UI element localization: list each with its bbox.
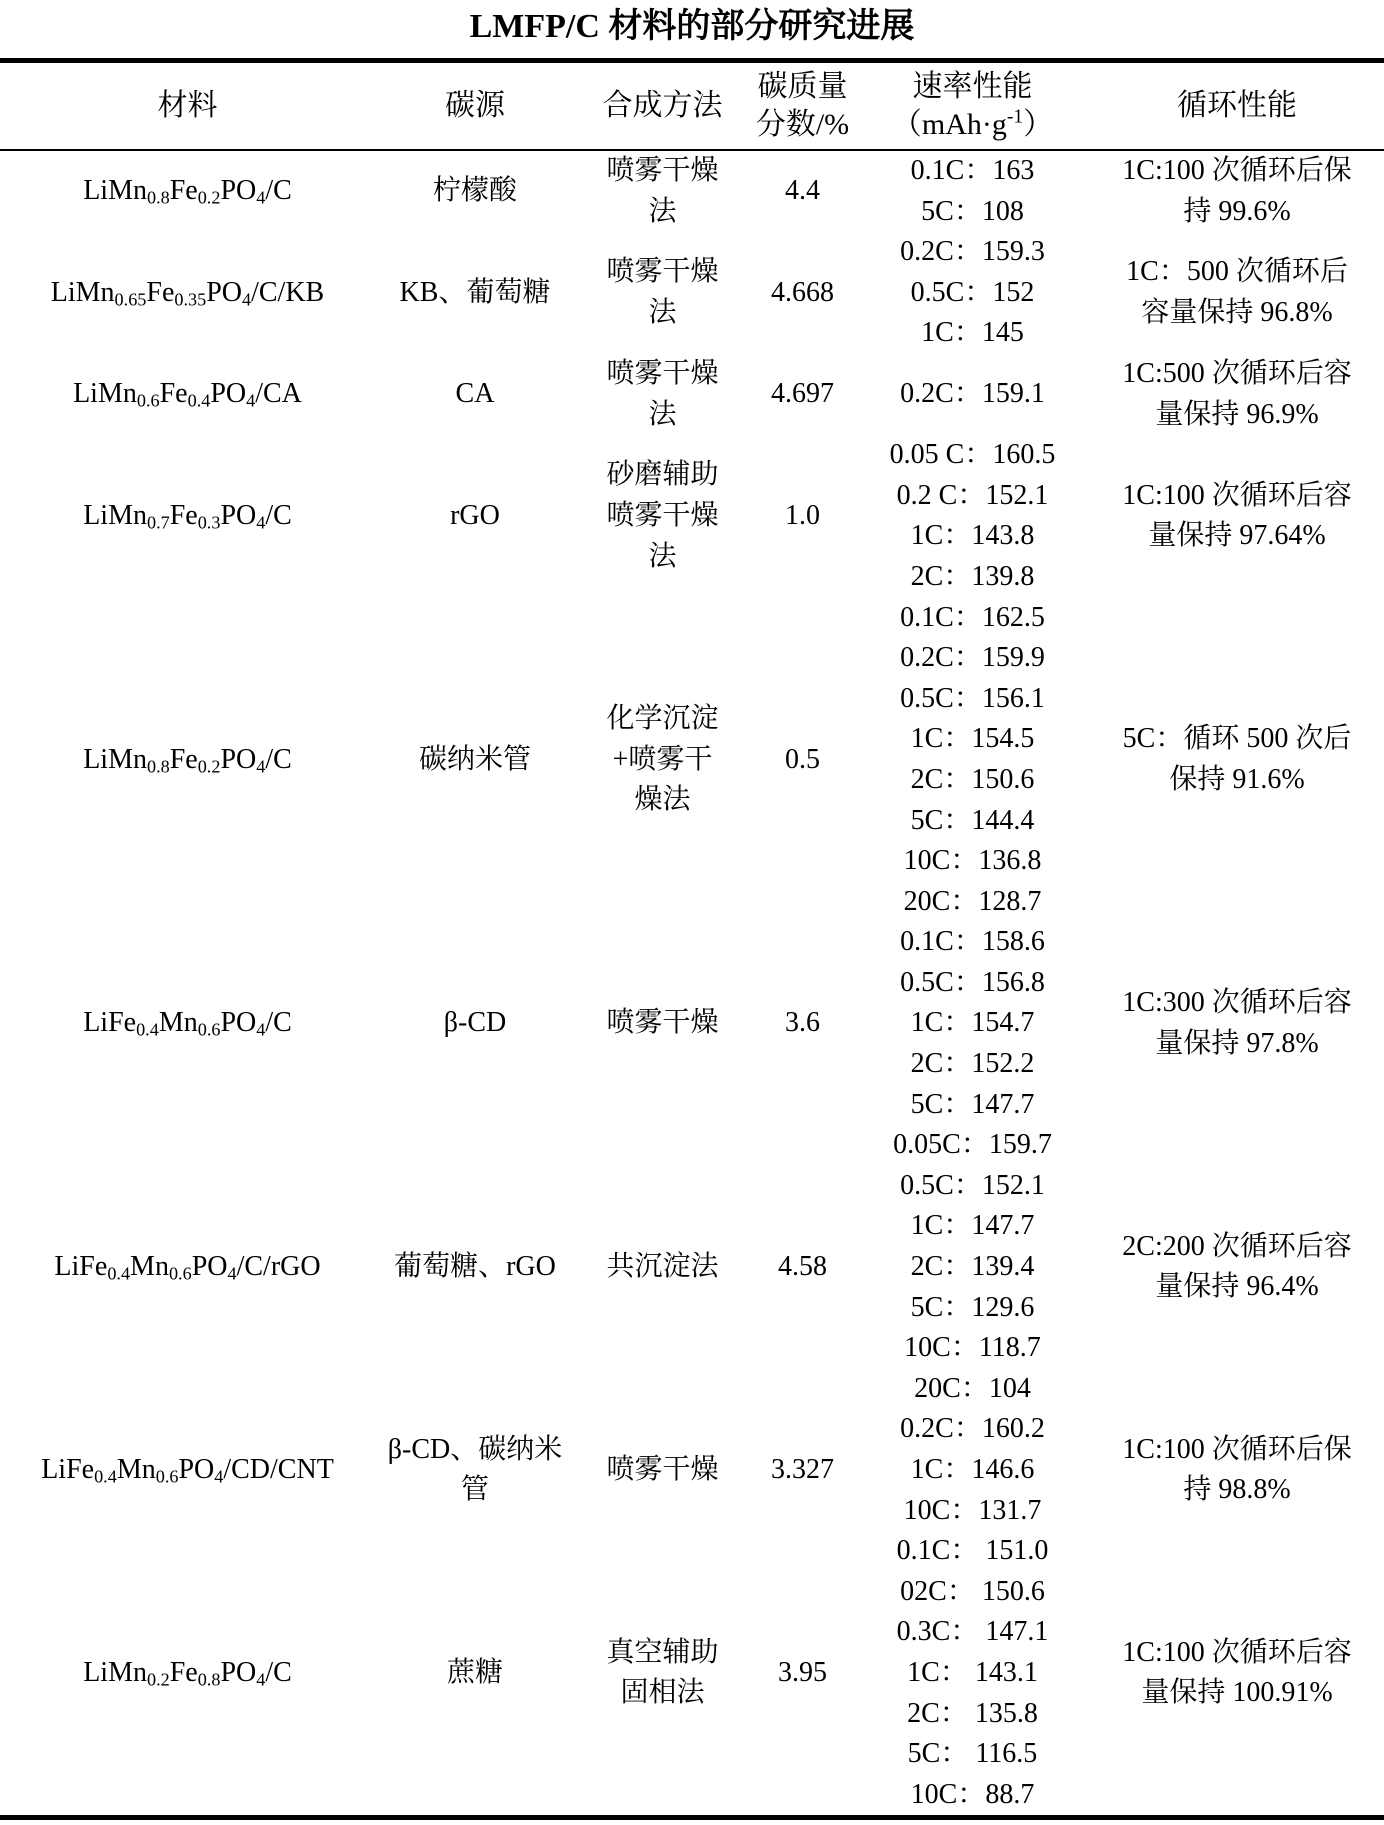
cell-method-line: 喷雾干燥 bbox=[606, 155, 719, 186]
cell-carbon-source bbox=[375, 1531, 575, 1818]
formula-subscript: 0.2 bbox=[197, 187, 221, 208]
cell-rate-line: 0.2C：159.9 bbox=[900, 642, 1045, 674]
header-carbon-fraction-line: 分数/% bbox=[755, 108, 850, 141]
formula-subscript: 0.8 bbox=[197, 1669, 221, 1690]
cell-rate-line: 10C：131.7 bbox=[903, 1494, 1042, 1526]
cell-cycle bbox=[1090, 1409, 1384, 1531]
formula-subscript: 0.4 bbox=[136, 1020, 159, 1041]
cell-rate-line: 0.5C：152.1 bbox=[900, 1169, 1045, 1201]
cell-cycle-line: 1C：500 次循环后 bbox=[1126, 256, 1348, 288]
cell-method-line: 真空辅助 bbox=[606, 1636, 719, 1668]
formula-subscript: 0.65 bbox=[114, 289, 147, 310]
cell-rate-line: 2C：139.8 bbox=[910, 560, 1035, 592]
cell-carbon-source bbox=[375, 1409, 575, 1531]
formula-part: PO bbox=[220, 175, 257, 207]
cell-method-line: 砂磨辅助 bbox=[606, 459, 719, 491]
formula-part: PO bbox=[191, 1251, 228, 1283]
cell-rate-line: 0.1C： 151.0 bbox=[896, 1535, 1049, 1567]
formula-subscript: 0.6 bbox=[168, 1263, 192, 1284]
cell-rate bbox=[855, 1409, 1090, 1531]
header-rate-unit-exp: -1 bbox=[1006, 106, 1024, 128]
formula-part: PO bbox=[210, 378, 247, 410]
cell-method-line: 喷雾干燥 bbox=[606, 500, 719, 532]
cell-carbon-source bbox=[375, 435, 575, 597]
cell-method bbox=[575, 232, 750, 354]
formula-subscript: 0.8 bbox=[146, 756, 170, 777]
formula-part: LiMn bbox=[83, 175, 147, 207]
formula-part: /C/KB bbox=[251, 276, 325, 308]
cell-rate-line: 10C：88.7 bbox=[910, 1778, 1035, 1810]
formula-subscript: 0.6 bbox=[136, 390, 160, 411]
cell-rate-line: 5C： 116.5 bbox=[907, 1738, 1038, 1770]
formula-part: PO bbox=[178, 1454, 215, 1485]
cell-material bbox=[0, 232, 375, 354]
cell-rate bbox=[855, 598, 1090, 923]
table-row bbox=[0, 922, 1384, 1125]
cell-carbon-fraction: 3.327 bbox=[771, 1454, 834, 1485]
formula-part: /C bbox=[265, 500, 292, 532]
cell-carbon-source-line: rGO bbox=[450, 500, 500, 532]
formula-part: PO bbox=[206, 276, 242, 308]
cell-cycle bbox=[1090, 150, 1384, 232]
formula-subscript: 4 bbox=[246, 390, 256, 411]
cell-carbon-fraction: 1.0 bbox=[785, 500, 820, 532]
cell-cycle-line: 1C:100 次循环后容 bbox=[1122, 479, 1352, 511]
cell-rate-line: 1C：147.7 bbox=[910, 1210, 1035, 1242]
header-carbon-fraction-line: 碳质量 bbox=[757, 70, 848, 103]
cell-rate-line: 0.2C：160.2 bbox=[900, 1413, 1045, 1445]
header-rate bbox=[855, 61, 1090, 151]
formula-subscript: 0.2 bbox=[146, 1669, 170, 1690]
cell-carbon-source bbox=[375, 922, 575, 1125]
cell-carbon-source bbox=[375, 598, 575, 923]
cell-material bbox=[0, 1409, 375, 1531]
header-carbon-source: 碳源 bbox=[445, 89, 505, 122]
formula-part: Mn bbox=[158, 1007, 198, 1039]
cell-cycle bbox=[1090, 354, 1384, 435]
formula-subscript: 0.35 bbox=[174, 289, 207, 310]
formula-part: LiMn bbox=[83, 1656, 147, 1688]
cell-rate-line: 2C：150.6 bbox=[910, 763, 1035, 795]
cell-carbon-source-line: 管 bbox=[460, 1474, 489, 1506]
header-rate-unit bbox=[855, 106, 1090, 144]
formula-part: Fe bbox=[169, 175, 198, 207]
formula-part: Fe bbox=[169, 500, 198, 532]
cell-method-line: 燥法 bbox=[634, 784, 691, 816]
cell-rate-line: 0.1C：162.5 bbox=[900, 601, 1045, 633]
cell-carbon-source-line: 柠檬酸 bbox=[432, 175, 517, 207]
formula-part: PO bbox=[220, 500, 257, 532]
cell-carbon-fraction: 4.697 bbox=[771, 378, 834, 410]
formula-part: PO bbox=[220, 1007, 257, 1039]
research-progress-table bbox=[0, 58, 1384, 1820]
cell-rate-line: 1C：145 bbox=[921, 317, 1024, 349]
cell-rate-line: 2C：152.2 bbox=[910, 1048, 1035, 1080]
table-row bbox=[0, 1409, 1384, 1531]
cell-rate bbox=[855, 354, 1090, 435]
cell-rate-line: 10C：136.8 bbox=[903, 845, 1042, 877]
header-rate-line: 速率性能 bbox=[912, 70, 1033, 103]
cell-method bbox=[575, 435, 750, 597]
cell-carbon-source-line: CA bbox=[455, 378, 495, 410]
cell-rate bbox=[855, 150, 1090, 232]
cell-carbon-source bbox=[375, 150, 575, 232]
cell-rate-line: 20C：128.7 bbox=[903, 885, 1042, 917]
cell-rate-line: 0.05 C：160.5 bbox=[889, 439, 1056, 471]
cell-rate-line: 0.2C：159.1 bbox=[900, 378, 1045, 410]
cell-cycle-line: 量保持 97.64% bbox=[1148, 520, 1326, 552]
cell-carbon-fraction: 4.58 bbox=[778, 1251, 827, 1283]
cell-cycle-line: 容量保持 96.8% bbox=[1141, 297, 1333, 329]
formula-part: Fe bbox=[169, 1656, 198, 1688]
formula-subscript: 4 bbox=[256, 1669, 266, 1690]
cell-method-line: 喷雾干燥 bbox=[606, 1007, 719, 1039]
cell-rate-line: 10C：118.7 bbox=[904, 1332, 1041, 1364]
cell-rate-line: 0.5C：156.8 bbox=[900, 966, 1045, 998]
cell-method-line: 法 bbox=[648, 297, 677, 329]
cell-method bbox=[575, 150, 750, 232]
cell-method-line: 固相法 bbox=[620, 1677, 705, 1709]
cell-carbon-fraction: 4.4 bbox=[785, 175, 820, 207]
cell-cycle bbox=[1090, 232, 1384, 354]
cell-cycle-line: 保持 91.6% bbox=[1169, 763, 1305, 795]
cell-rate-line: 5C：144.4 bbox=[910, 804, 1035, 836]
cell-method-line: 喷雾干燥 bbox=[606, 1454, 719, 1485]
formula-subscript: 0.6 bbox=[155, 1466, 179, 1487]
cell-method-line: 共沉淀法 bbox=[606, 1251, 719, 1283]
table-header-row bbox=[0, 61, 1384, 151]
cell-rate bbox=[855, 922, 1090, 1125]
cell-cycle-line: 量保持 100.91% bbox=[1141, 1677, 1333, 1709]
formula-subscript: 0.6 bbox=[197, 1020, 221, 1041]
cell-cycle-line: 量保持 96.4% bbox=[1155, 1271, 1319, 1303]
cell-carbon-fraction: 3.95 bbox=[778, 1656, 827, 1688]
header-carbon-fraction bbox=[750, 61, 855, 151]
cell-carbon-source-line: 蔗糖 bbox=[446, 1656, 503, 1688]
table-row bbox=[0, 598, 1384, 923]
formula-subscript: 0.4 bbox=[94, 1466, 117, 1487]
formula-subscript: 4 bbox=[242, 289, 252, 310]
formula-part: Fe bbox=[159, 378, 188, 410]
cell-cycle-line: 2C:200 次循环后容 bbox=[1122, 1230, 1352, 1262]
cell-cycle bbox=[1090, 598, 1384, 923]
cell-rate-line: 0.1C：158.6 bbox=[900, 926, 1045, 958]
cell-carbon-fraction: 4.668 bbox=[771, 276, 834, 308]
cell-rate-line: 0.2 C：152.1 bbox=[896, 479, 1049, 511]
cell-rate-line: 02C： 150.6 bbox=[900, 1575, 1045, 1607]
header-material: 材料 bbox=[157, 89, 218, 122]
cell-method bbox=[575, 1125, 750, 1409]
cell-cycle bbox=[1090, 1125, 1384, 1409]
header-rate-unit-base: （mAh·g bbox=[891, 108, 1007, 141]
table-row bbox=[0, 1531, 1384, 1818]
cell-material bbox=[0, 922, 375, 1125]
formula-part: LiMn bbox=[83, 500, 147, 532]
cell-cycle-line: 1C:100 次循环后保 bbox=[1122, 1433, 1352, 1465]
formula-part: /CD/CNT bbox=[223, 1454, 334, 1485]
cell-rate-line: 1C： 143.1 bbox=[907, 1656, 1038, 1688]
cell-rate-line: 1C：146.6 bbox=[910, 1454, 1035, 1485]
cell-carbon-fraction: 3.6 bbox=[785, 1007, 820, 1039]
cell-rate-line: 0.1C：163 bbox=[910, 155, 1035, 186]
cell-rate-line: 0.05C：159.7 bbox=[893, 1129, 1052, 1161]
cell-material bbox=[0, 1125, 375, 1409]
cell-cycle-line: 1C:100 次循环后保 bbox=[1122, 155, 1352, 186]
cell-carbon-source-line: KB、葡萄糖 bbox=[399, 276, 551, 308]
formula-part: Mn bbox=[130, 1251, 169, 1283]
cell-material bbox=[0, 354, 375, 435]
formula-part: Fe bbox=[146, 276, 175, 308]
cell-method bbox=[575, 1409, 750, 1531]
cell-rate-line: 5C：147.7 bbox=[910, 1088, 1035, 1120]
formula-part: /C/rGO bbox=[236, 1251, 321, 1283]
cell-rate-line: 0.3C： 147.1 bbox=[896, 1616, 1049, 1648]
formula-part: LiMn bbox=[73, 378, 137, 410]
formula-part: LiFe bbox=[83, 1007, 137, 1039]
formula-subscript: 4 bbox=[256, 1020, 266, 1041]
cell-rate-line: 2C：139.4 bbox=[910, 1251, 1035, 1283]
table-row bbox=[0, 150, 1384, 232]
cell-rate-line: 1C：154.7 bbox=[910, 1007, 1035, 1039]
cell-method-line: 喷雾干燥 bbox=[606, 256, 719, 288]
cell-cycle-line: 5C：循环 500 次后 bbox=[1122, 723, 1352, 755]
formula-subscript: 4 bbox=[256, 512, 266, 533]
cell-method-line: +喷雾干 bbox=[612, 743, 713, 775]
formula-part: LiFe bbox=[41, 1454, 95, 1485]
cell-carbon-source-line: 碳纳米管 bbox=[418, 743, 531, 775]
cell-rate-line: 0.2C：159.3 bbox=[900, 236, 1045, 268]
cell-carbon-fraction: 0.5 bbox=[785, 743, 820, 775]
cell-cycle-line: 1C:500 次循环后容 bbox=[1122, 357, 1352, 389]
formula-subscript: 0.3 bbox=[197, 512, 221, 533]
cell-rate-line: 1C：154.5 bbox=[910, 723, 1035, 755]
cell-cycle-line: 持 98.8% bbox=[1183, 1474, 1291, 1506]
header-method: 合成方法 bbox=[602, 89, 723, 122]
cell-method bbox=[575, 354, 750, 435]
cell-method bbox=[575, 922, 750, 1125]
cell-material bbox=[0, 1531, 375, 1818]
cell-material bbox=[0, 150, 375, 232]
formula-part: /C bbox=[265, 743, 292, 775]
cell-method-line: 化学沉淀 bbox=[606, 703, 719, 735]
cell-method-line: 法 bbox=[648, 540, 677, 572]
cell-rate-line: 20C：104 bbox=[914, 1372, 1031, 1404]
formula-part: Fe bbox=[169, 743, 198, 775]
formula-subscript: 0.8 bbox=[146, 187, 170, 208]
cell-cycle-line: 持 99.6% bbox=[1183, 195, 1291, 227]
table-row bbox=[0, 435, 1384, 597]
cell-cycle-line: 量保持 97.8% bbox=[1155, 1027, 1319, 1059]
cell-rate-line: 2C： 135.8 bbox=[907, 1697, 1038, 1729]
cell-carbon-source bbox=[375, 354, 575, 435]
table-title: LMFP/C 材料的部分研究进展 bbox=[469, 8, 915, 45]
formula-part: PO bbox=[220, 743, 257, 775]
cell-rate bbox=[855, 1531, 1090, 1818]
formula-subscript: 4 bbox=[227, 1263, 237, 1284]
formula-part: PO bbox=[220, 1656, 257, 1688]
cell-carbon-source bbox=[375, 232, 575, 354]
formula-part: LiMn bbox=[50, 276, 115, 308]
cell-rate-line: 0.5C：152 bbox=[910, 276, 1035, 308]
header-rate-unit-close: ） bbox=[1023, 108, 1054, 141]
formula-subscript: 0.4 bbox=[107, 1263, 131, 1284]
cell-cycle-line: 1C:100 次循环后容 bbox=[1122, 1636, 1352, 1668]
header-cycle: 循环性能 bbox=[1177, 89, 1297, 122]
formula-part: LiMn bbox=[83, 743, 147, 775]
formula-subscript: 4 bbox=[256, 756, 266, 777]
formula-subscript: 4 bbox=[214, 1466, 224, 1487]
cell-carbon-source-line: β-CD bbox=[443, 1007, 507, 1039]
formula-subscript: 0.4 bbox=[187, 390, 211, 411]
cell-carbon-source-line: 葡萄糖、rGO bbox=[394, 1251, 556, 1283]
formula-subscript: 0.7 bbox=[146, 512, 170, 533]
cell-rate bbox=[855, 232, 1090, 354]
cell-rate-line: 5C：129.6 bbox=[910, 1291, 1035, 1323]
cell-cycle bbox=[1090, 435, 1384, 597]
cell-method-line: 法 bbox=[648, 398, 677, 430]
cell-carbon-source bbox=[375, 1125, 575, 1409]
cell-method bbox=[575, 1531, 750, 1818]
cell-cycle-line: 量保持 96.9% bbox=[1155, 398, 1319, 430]
table-row bbox=[0, 232, 1384, 354]
cell-material bbox=[0, 598, 375, 923]
table-body bbox=[0, 150, 1384, 1818]
table-row bbox=[0, 354, 1384, 435]
formula-part: LiFe bbox=[54, 1251, 108, 1283]
formula-subscript: 0.2 bbox=[197, 756, 221, 777]
formula-subscript: 4 bbox=[256, 187, 266, 208]
cell-cycle bbox=[1090, 1531, 1384, 1818]
formula-part: /C bbox=[265, 1007, 292, 1039]
formula-part: /CA bbox=[255, 378, 302, 410]
cell-rate bbox=[855, 435, 1090, 597]
cell-material bbox=[0, 435, 375, 597]
table-row bbox=[0, 1125, 1384, 1409]
cell-method-line: 法 bbox=[648, 195, 677, 227]
formula-part: /C bbox=[265, 1656, 292, 1688]
cell-method bbox=[575, 598, 750, 923]
cell-rate-line: 5C：108 bbox=[921, 195, 1024, 227]
cell-cycle bbox=[1090, 922, 1384, 1125]
cell-rate-line: 0.5C：156.1 bbox=[900, 682, 1045, 714]
formula-part: Mn bbox=[116, 1454, 156, 1485]
cell-carbon-source-line: β-CD、碳纳米 bbox=[387, 1433, 563, 1465]
formula-part: /C bbox=[265, 175, 292, 207]
cell-cycle-line: 1C:300 次循环后容 bbox=[1122, 987, 1352, 1019]
cell-method-line: 喷雾干燥 bbox=[606, 357, 719, 389]
cell-rate-line: 1C：143.8 bbox=[910, 520, 1035, 552]
cell-rate bbox=[855, 1125, 1090, 1409]
